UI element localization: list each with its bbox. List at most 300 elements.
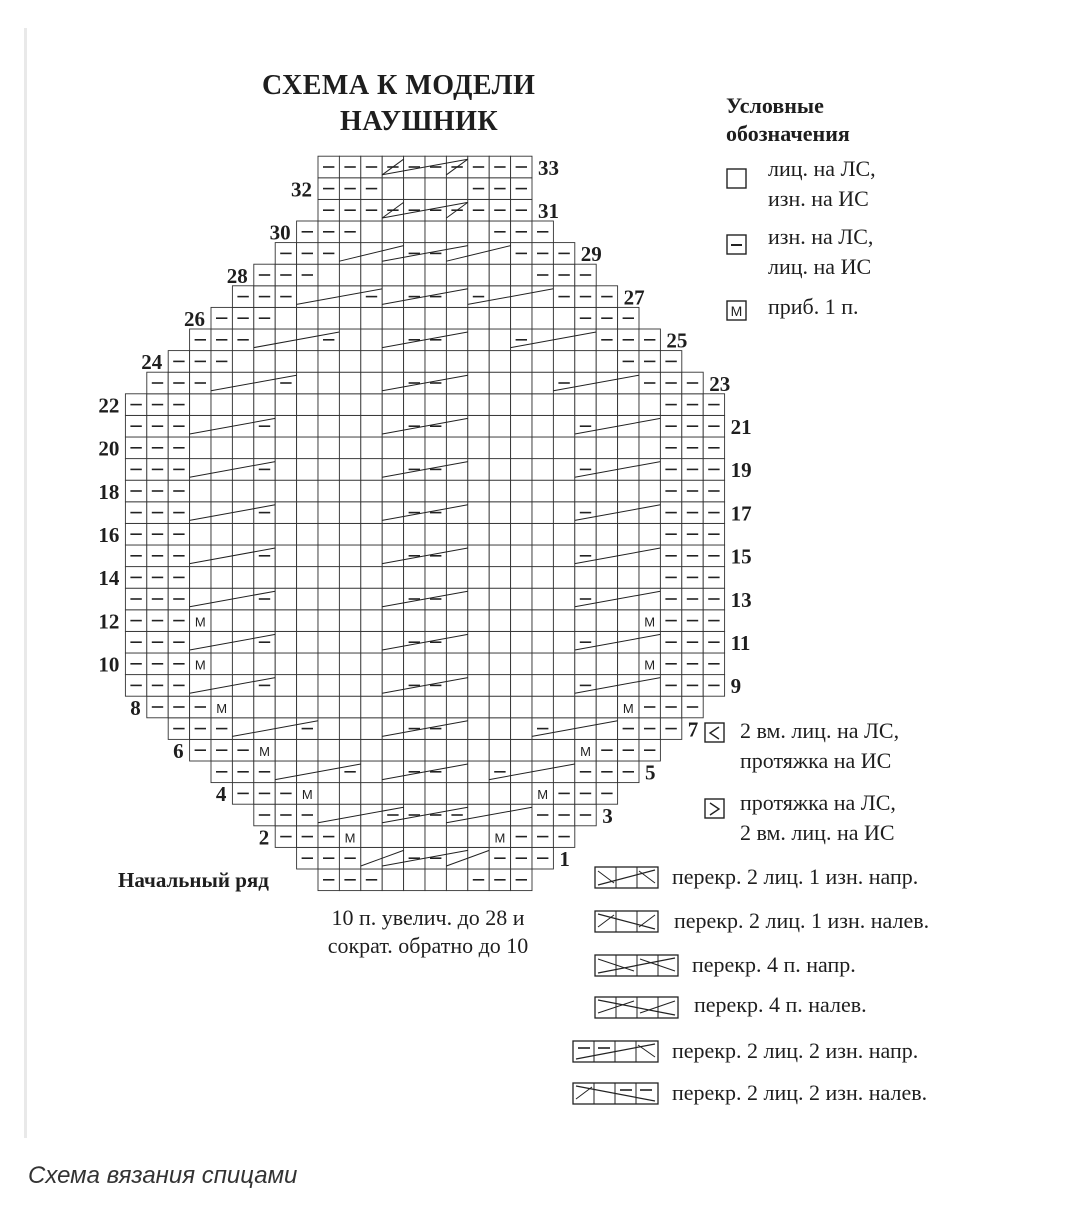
chart-note-line2: сократ. обратно до 10 bbox=[327, 933, 529, 958]
chart-row bbox=[297, 221, 554, 243]
chart-cell bbox=[211, 610, 232, 632]
chart-cell bbox=[446, 480, 467, 502]
chart-cell bbox=[382, 610, 403, 632]
increase-mark: M bbox=[194, 657, 206, 673]
chart-cell bbox=[511, 545, 532, 567]
chart-cell bbox=[361, 804, 382, 826]
chart-cell bbox=[532, 394, 553, 416]
chart-cell bbox=[468, 459, 489, 481]
chart-cell bbox=[468, 567, 489, 589]
chart-row bbox=[211, 307, 639, 329]
chart-cell bbox=[489, 372, 510, 394]
chart-cell bbox=[511, 480, 532, 502]
chart-cell bbox=[254, 372, 275, 394]
chart-row bbox=[211, 761, 639, 783]
chart-cell bbox=[618, 415, 639, 437]
chart-cell bbox=[511, 718, 532, 740]
chart-cell bbox=[468, 372, 489, 394]
chart-cell bbox=[254, 718, 275, 740]
chart-cell bbox=[361, 523, 382, 545]
chart-cell bbox=[468, 653, 489, 675]
chart-cell bbox=[211, 394, 232, 416]
chart-cell bbox=[232, 459, 253, 481]
chart-cell bbox=[532, 761, 553, 783]
chart-cell bbox=[468, 847, 489, 869]
chart-cell bbox=[468, 588, 489, 610]
chart-cell bbox=[297, 372, 318, 394]
chart-cell bbox=[361, 372, 382, 394]
chart-cell bbox=[489, 675, 510, 697]
chart-row bbox=[125, 502, 724, 524]
start-row-label: Начальный ряд bbox=[118, 868, 269, 892]
chart-cell bbox=[511, 415, 532, 437]
chart-cell bbox=[211, 653, 232, 675]
chart-cell bbox=[361, 761, 382, 783]
chart-cell bbox=[339, 675, 360, 697]
legend-cable-2-2-right: перекр. 2 лиц. 2 изн. напр. bbox=[672, 1038, 919, 1063]
chart-cell bbox=[553, 480, 574, 502]
chart-cell bbox=[489, 329, 510, 351]
legend-item-purl-line2: лиц. на ИС bbox=[768, 254, 872, 279]
chart-cell bbox=[553, 545, 574, 567]
chart-cell bbox=[404, 826, 425, 848]
chart-cell bbox=[553, 351, 574, 373]
chart-cell bbox=[318, 696, 339, 718]
legend-cable-2-1-right: перекр. 2 лиц. 1 изн. напр. bbox=[672, 864, 919, 889]
chart-cell bbox=[339, 459, 360, 481]
chart-cell bbox=[361, 415, 382, 437]
chart-cell bbox=[532, 351, 553, 373]
row-number: 11 bbox=[730, 631, 751, 655]
chart-cell bbox=[232, 394, 253, 416]
chart-cell bbox=[361, 307, 382, 329]
legend-cable-2-2-left: перекр. 2 лиц. 2 изн. налев. bbox=[672, 1080, 928, 1105]
chart-cell bbox=[489, 502, 510, 524]
row-number: 4 bbox=[215, 782, 227, 807]
chart-cell bbox=[382, 523, 403, 545]
chart-cell bbox=[297, 523, 318, 545]
svg-text:M: M bbox=[730, 303, 743, 319]
chart-cell bbox=[404, 523, 425, 545]
chart-cell bbox=[232, 567, 253, 589]
chart-cell bbox=[339, 480, 360, 502]
chart-cell bbox=[318, 415, 339, 437]
chart-cell bbox=[575, 437, 596, 459]
chart-cell bbox=[382, 221, 403, 243]
chart-cell bbox=[404, 739, 425, 761]
chart-cell bbox=[339, 264, 360, 286]
chart-cell bbox=[339, 567, 360, 589]
chart-cell bbox=[318, 588, 339, 610]
chart-cell bbox=[468, 437, 489, 459]
row-number: 9 bbox=[730, 674, 742, 699]
increase-mark: M bbox=[259, 744, 270, 759]
chart-row bbox=[125, 545, 724, 567]
chart-cell bbox=[232, 675, 253, 697]
chart-cell bbox=[232, 696, 253, 718]
chart-cell bbox=[575, 718, 596, 740]
chart-cell bbox=[382, 437, 403, 459]
chart-row bbox=[125, 459, 724, 481]
chart-cell bbox=[297, 653, 318, 675]
chart-cell bbox=[275, 545, 296, 567]
chart-cell bbox=[468, 307, 489, 329]
chart-cell bbox=[211, 545, 232, 567]
increase-mark: M bbox=[580, 744, 591, 759]
chart-cell bbox=[446, 307, 467, 329]
chart-cell bbox=[446, 394, 467, 416]
chart-row bbox=[254, 804, 596, 826]
chart-cell bbox=[468, 631, 489, 653]
chart-cell bbox=[489, 631, 510, 653]
chart-cell bbox=[575, 696, 596, 718]
chart-cell bbox=[489, 480, 510, 502]
chart-cell bbox=[382, 696, 403, 718]
chart-cell bbox=[489, 523, 510, 545]
chart-row bbox=[297, 847, 554, 869]
increase-mark: M bbox=[537, 787, 549, 803]
chart-cell bbox=[211, 502, 232, 524]
increase-mark: M bbox=[216, 700, 228, 716]
chart-cell bbox=[511, 783, 532, 805]
row-number: 31 bbox=[538, 199, 559, 223]
chart-cell bbox=[318, 739, 339, 761]
chart-cell bbox=[489, 264, 510, 286]
row-number: 27 bbox=[623, 285, 645, 310]
chart-cell bbox=[275, 718, 296, 740]
chart-cell bbox=[254, 480, 275, 502]
chart-cell bbox=[596, 415, 617, 437]
chart-cell bbox=[468, 415, 489, 437]
row-number: 12 bbox=[98, 609, 120, 634]
chart-cell bbox=[404, 437, 425, 459]
chart-cell bbox=[361, 351, 382, 373]
chart-cell bbox=[596, 567, 617, 589]
chart-cell bbox=[232, 631, 253, 653]
chart-cell bbox=[361, 718, 382, 740]
chart-cell bbox=[468, 610, 489, 632]
chart-cell bbox=[446, 221, 467, 243]
chart-cell bbox=[318, 502, 339, 524]
chart-cell bbox=[361, 502, 382, 524]
chart-cell bbox=[532, 739, 553, 761]
chart-cell bbox=[618, 631, 639, 653]
increase-mark: M bbox=[622, 700, 634, 716]
increase-mark: M bbox=[494, 830, 506, 846]
chart-cell bbox=[575, 351, 596, 373]
chart-cell bbox=[596, 502, 617, 524]
chart-cell bbox=[532, 372, 553, 394]
chart-cell bbox=[489, 286, 510, 308]
chart-cell bbox=[339, 351, 360, 373]
chart-cell bbox=[575, 394, 596, 416]
chart-cell bbox=[511, 567, 532, 589]
chart-cell bbox=[596, 588, 617, 610]
legend-item-make-one: приб. 1 п. bbox=[768, 294, 859, 319]
chart-cell bbox=[297, 545, 318, 567]
chart-cell bbox=[446, 437, 467, 459]
row-number: 2 bbox=[258, 825, 270, 850]
row-number: 6 bbox=[173, 739, 184, 763]
legend-cable-2-1-left: перекр. 2 лиц. 1 изн. налев. bbox=[674, 908, 930, 933]
chart-cell bbox=[468, 826, 489, 848]
chart-subtitle: НАУШНИК bbox=[340, 106, 499, 137]
chart-cell bbox=[511, 675, 532, 697]
chart-cell bbox=[318, 631, 339, 653]
chart-cell bbox=[361, 653, 382, 675]
row-number: 5 bbox=[645, 760, 656, 785]
chart-cell bbox=[532, 610, 553, 632]
chart-cell bbox=[511, 588, 532, 610]
chart-cell bbox=[404, 264, 425, 286]
chart-cell bbox=[618, 545, 639, 567]
chart-cell bbox=[211, 631, 232, 653]
chart-cell bbox=[382, 394, 403, 416]
chart-row bbox=[318, 178, 532, 200]
chart-cell bbox=[511, 523, 532, 545]
chart-cell bbox=[211, 459, 232, 481]
chart-cell bbox=[382, 480, 403, 502]
chart-cell bbox=[318, 653, 339, 675]
chart-cell bbox=[339, 739, 360, 761]
increase-mark: M bbox=[301, 787, 313, 803]
increase-mark: M bbox=[644, 614, 656, 630]
chart-cell bbox=[596, 372, 617, 394]
chart-cell bbox=[232, 545, 253, 567]
chart-cell bbox=[232, 610, 253, 632]
chart-cell bbox=[618, 653, 639, 675]
chart-cell bbox=[275, 329, 296, 351]
chart-cell bbox=[618, 588, 639, 610]
chart-cell bbox=[618, 459, 639, 481]
chart-cell bbox=[254, 437, 275, 459]
chart-cell bbox=[254, 653, 275, 675]
chart-cell bbox=[596, 631, 617, 653]
legend-item-k2tog-line1: 2 вм. лиц. на ЛС, bbox=[740, 718, 900, 743]
row-number: 14 bbox=[98, 566, 120, 591]
chart-cell bbox=[190, 567, 211, 589]
chart-row bbox=[125, 523, 724, 545]
chart-cell bbox=[425, 523, 446, 545]
chart-cell bbox=[339, 286, 360, 308]
chart-cell bbox=[361, 588, 382, 610]
chart-cell bbox=[318, 761, 339, 783]
chart-cell bbox=[511, 394, 532, 416]
chart-cell bbox=[254, 523, 275, 545]
chart-cell bbox=[489, 610, 510, 632]
chart-cell bbox=[232, 415, 253, 437]
row-number: 25 bbox=[666, 328, 688, 353]
chart-cell bbox=[254, 696, 275, 718]
chart-cell bbox=[425, 739, 446, 761]
chart-cell bbox=[339, 394, 360, 416]
chart-cell bbox=[404, 869, 425, 891]
chart-cell bbox=[511, 761, 532, 783]
chart-cell bbox=[553, 329, 574, 351]
chart-cell bbox=[511, 307, 532, 329]
chart-cell bbox=[425, 610, 446, 632]
chart-row bbox=[147, 696, 703, 718]
chart-cell bbox=[297, 437, 318, 459]
chart-cell bbox=[489, 307, 510, 329]
chart-cell bbox=[254, 610, 275, 632]
chart-cell bbox=[618, 610, 639, 632]
legend-cable-4-left: перекр. 4 п. налев. bbox=[694, 992, 867, 1017]
chart-cell bbox=[425, 783, 446, 805]
chart-cell bbox=[211, 588, 232, 610]
chart-cell bbox=[553, 437, 574, 459]
chart-cell bbox=[446, 783, 467, 805]
chart-cell bbox=[468, 718, 489, 740]
chart-cell bbox=[404, 783, 425, 805]
chart-cell bbox=[297, 696, 318, 718]
row-number: 7 bbox=[687, 717, 699, 742]
chart-cell bbox=[254, 567, 275, 589]
chart-cell bbox=[232, 523, 253, 545]
chart-row bbox=[125, 653, 724, 675]
chart-cell bbox=[575, 567, 596, 589]
chart-cell bbox=[489, 653, 510, 675]
chart-cell bbox=[468, 739, 489, 761]
chart-cell bbox=[511, 459, 532, 481]
chart-cell bbox=[511, 437, 532, 459]
chart-cell bbox=[275, 631, 296, 653]
chart-cell bbox=[232, 351, 253, 373]
chart-cell bbox=[361, 675, 382, 697]
chart-cell bbox=[489, 459, 510, 481]
chart-cell bbox=[361, 394, 382, 416]
chart-cell bbox=[468, 264, 489, 286]
chart-cell bbox=[361, 329, 382, 351]
chart-cell bbox=[382, 869, 403, 891]
chart-cell bbox=[297, 459, 318, 481]
chart-cell bbox=[553, 394, 574, 416]
legend-item-purl-line1: изн. на ЛС, bbox=[768, 224, 874, 249]
chart-cell bbox=[361, 696, 382, 718]
chart-cell bbox=[275, 588, 296, 610]
chart-cell bbox=[318, 264, 339, 286]
chart-cell bbox=[553, 675, 574, 697]
chart-cell bbox=[318, 545, 339, 567]
chart-cell bbox=[318, 286, 339, 308]
chart-note-line1: 10 п. увелич. до 28 и bbox=[331, 905, 525, 930]
chart-cell bbox=[190, 480, 211, 502]
chart-cell bbox=[339, 804, 360, 826]
chart-cell bbox=[553, 567, 574, 589]
chart-cell bbox=[404, 480, 425, 502]
row-number: 19 bbox=[730, 458, 752, 483]
chart-cell bbox=[596, 394, 617, 416]
chart-cell bbox=[425, 394, 446, 416]
chart-cell bbox=[489, 243, 510, 265]
chart-cell bbox=[275, 739, 296, 761]
chart-cell bbox=[639, 437, 660, 459]
chart-cell bbox=[297, 351, 318, 373]
chart-cell bbox=[532, 675, 553, 697]
chart-cell bbox=[618, 502, 639, 524]
chart-cell bbox=[596, 351, 617, 373]
chart-cell bbox=[553, 307, 574, 329]
chart-cell bbox=[404, 394, 425, 416]
chart-cell bbox=[339, 523, 360, 545]
chart-cell bbox=[596, 459, 617, 481]
chart-cell bbox=[489, 804, 510, 826]
chart-cell bbox=[361, 567, 382, 589]
chart-cell bbox=[297, 631, 318, 653]
row-number: 17 bbox=[730, 501, 752, 526]
chart-row bbox=[318, 869, 532, 891]
chart-cell bbox=[339, 588, 360, 610]
chart-cell bbox=[575, 523, 596, 545]
chart-cell bbox=[596, 675, 617, 697]
chart-cell bbox=[190, 523, 211, 545]
chart-cell bbox=[361, 631, 382, 653]
chart-cell bbox=[618, 437, 639, 459]
chart-cell bbox=[468, 523, 489, 545]
row-number: 8 bbox=[130, 695, 141, 720]
chart-cell bbox=[468, 351, 489, 373]
chart-cell bbox=[339, 653, 360, 675]
chart-cell bbox=[618, 523, 639, 545]
chart-cell bbox=[489, 588, 510, 610]
chart-cell bbox=[361, 264, 382, 286]
chart-cell bbox=[532, 545, 553, 567]
chart-cell bbox=[275, 567, 296, 589]
chart-cell bbox=[553, 415, 574, 437]
chart-cell bbox=[532, 307, 553, 329]
chart-row bbox=[125, 631, 724, 653]
chart-cell bbox=[275, 696, 296, 718]
row-number: 22 bbox=[98, 393, 120, 418]
chart-cell bbox=[275, 459, 296, 481]
chart-cell bbox=[318, 610, 339, 632]
chart-cell bbox=[639, 480, 660, 502]
chart-cell bbox=[468, 221, 489, 243]
chart-cell bbox=[339, 415, 360, 437]
chart-cell bbox=[382, 783, 403, 805]
chart-cell bbox=[468, 761, 489, 783]
chart-cell bbox=[511, 610, 532, 632]
chart-cell bbox=[232, 480, 253, 502]
row-number: 20 bbox=[98, 436, 120, 461]
chart-title: СХЕМА К МОДЕЛИ bbox=[262, 70, 536, 101]
chart-cell bbox=[361, 221, 382, 243]
chart-cell bbox=[468, 502, 489, 524]
chart-cell bbox=[275, 653, 296, 675]
chart-cell bbox=[361, 826, 382, 848]
chart-cell bbox=[275, 351, 296, 373]
chart-cell bbox=[339, 437, 360, 459]
chart-cell bbox=[553, 502, 574, 524]
chart-cell bbox=[639, 394, 660, 416]
chart-cell bbox=[596, 545, 617, 567]
chart-cell bbox=[339, 783, 360, 805]
chart-cell bbox=[339, 243, 360, 265]
chart-cell bbox=[532, 415, 553, 437]
chart-cell bbox=[361, 783, 382, 805]
chart-cell bbox=[404, 307, 425, 329]
chart-cell bbox=[339, 696, 360, 718]
chart-cell bbox=[361, 739, 382, 761]
chart-row bbox=[318, 199, 532, 221]
chart-cell bbox=[297, 567, 318, 589]
chart-cell bbox=[489, 739, 510, 761]
row-number: 33 bbox=[538, 155, 559, 180]
chart-row bbox=[232, 286, 617, 308]
chart-cell bbox=[339, 372, 360, 394]
chart-cell bbox=[532, 696, 553, 718]
chart-cell bbox=[275, 480, 296, 502]
